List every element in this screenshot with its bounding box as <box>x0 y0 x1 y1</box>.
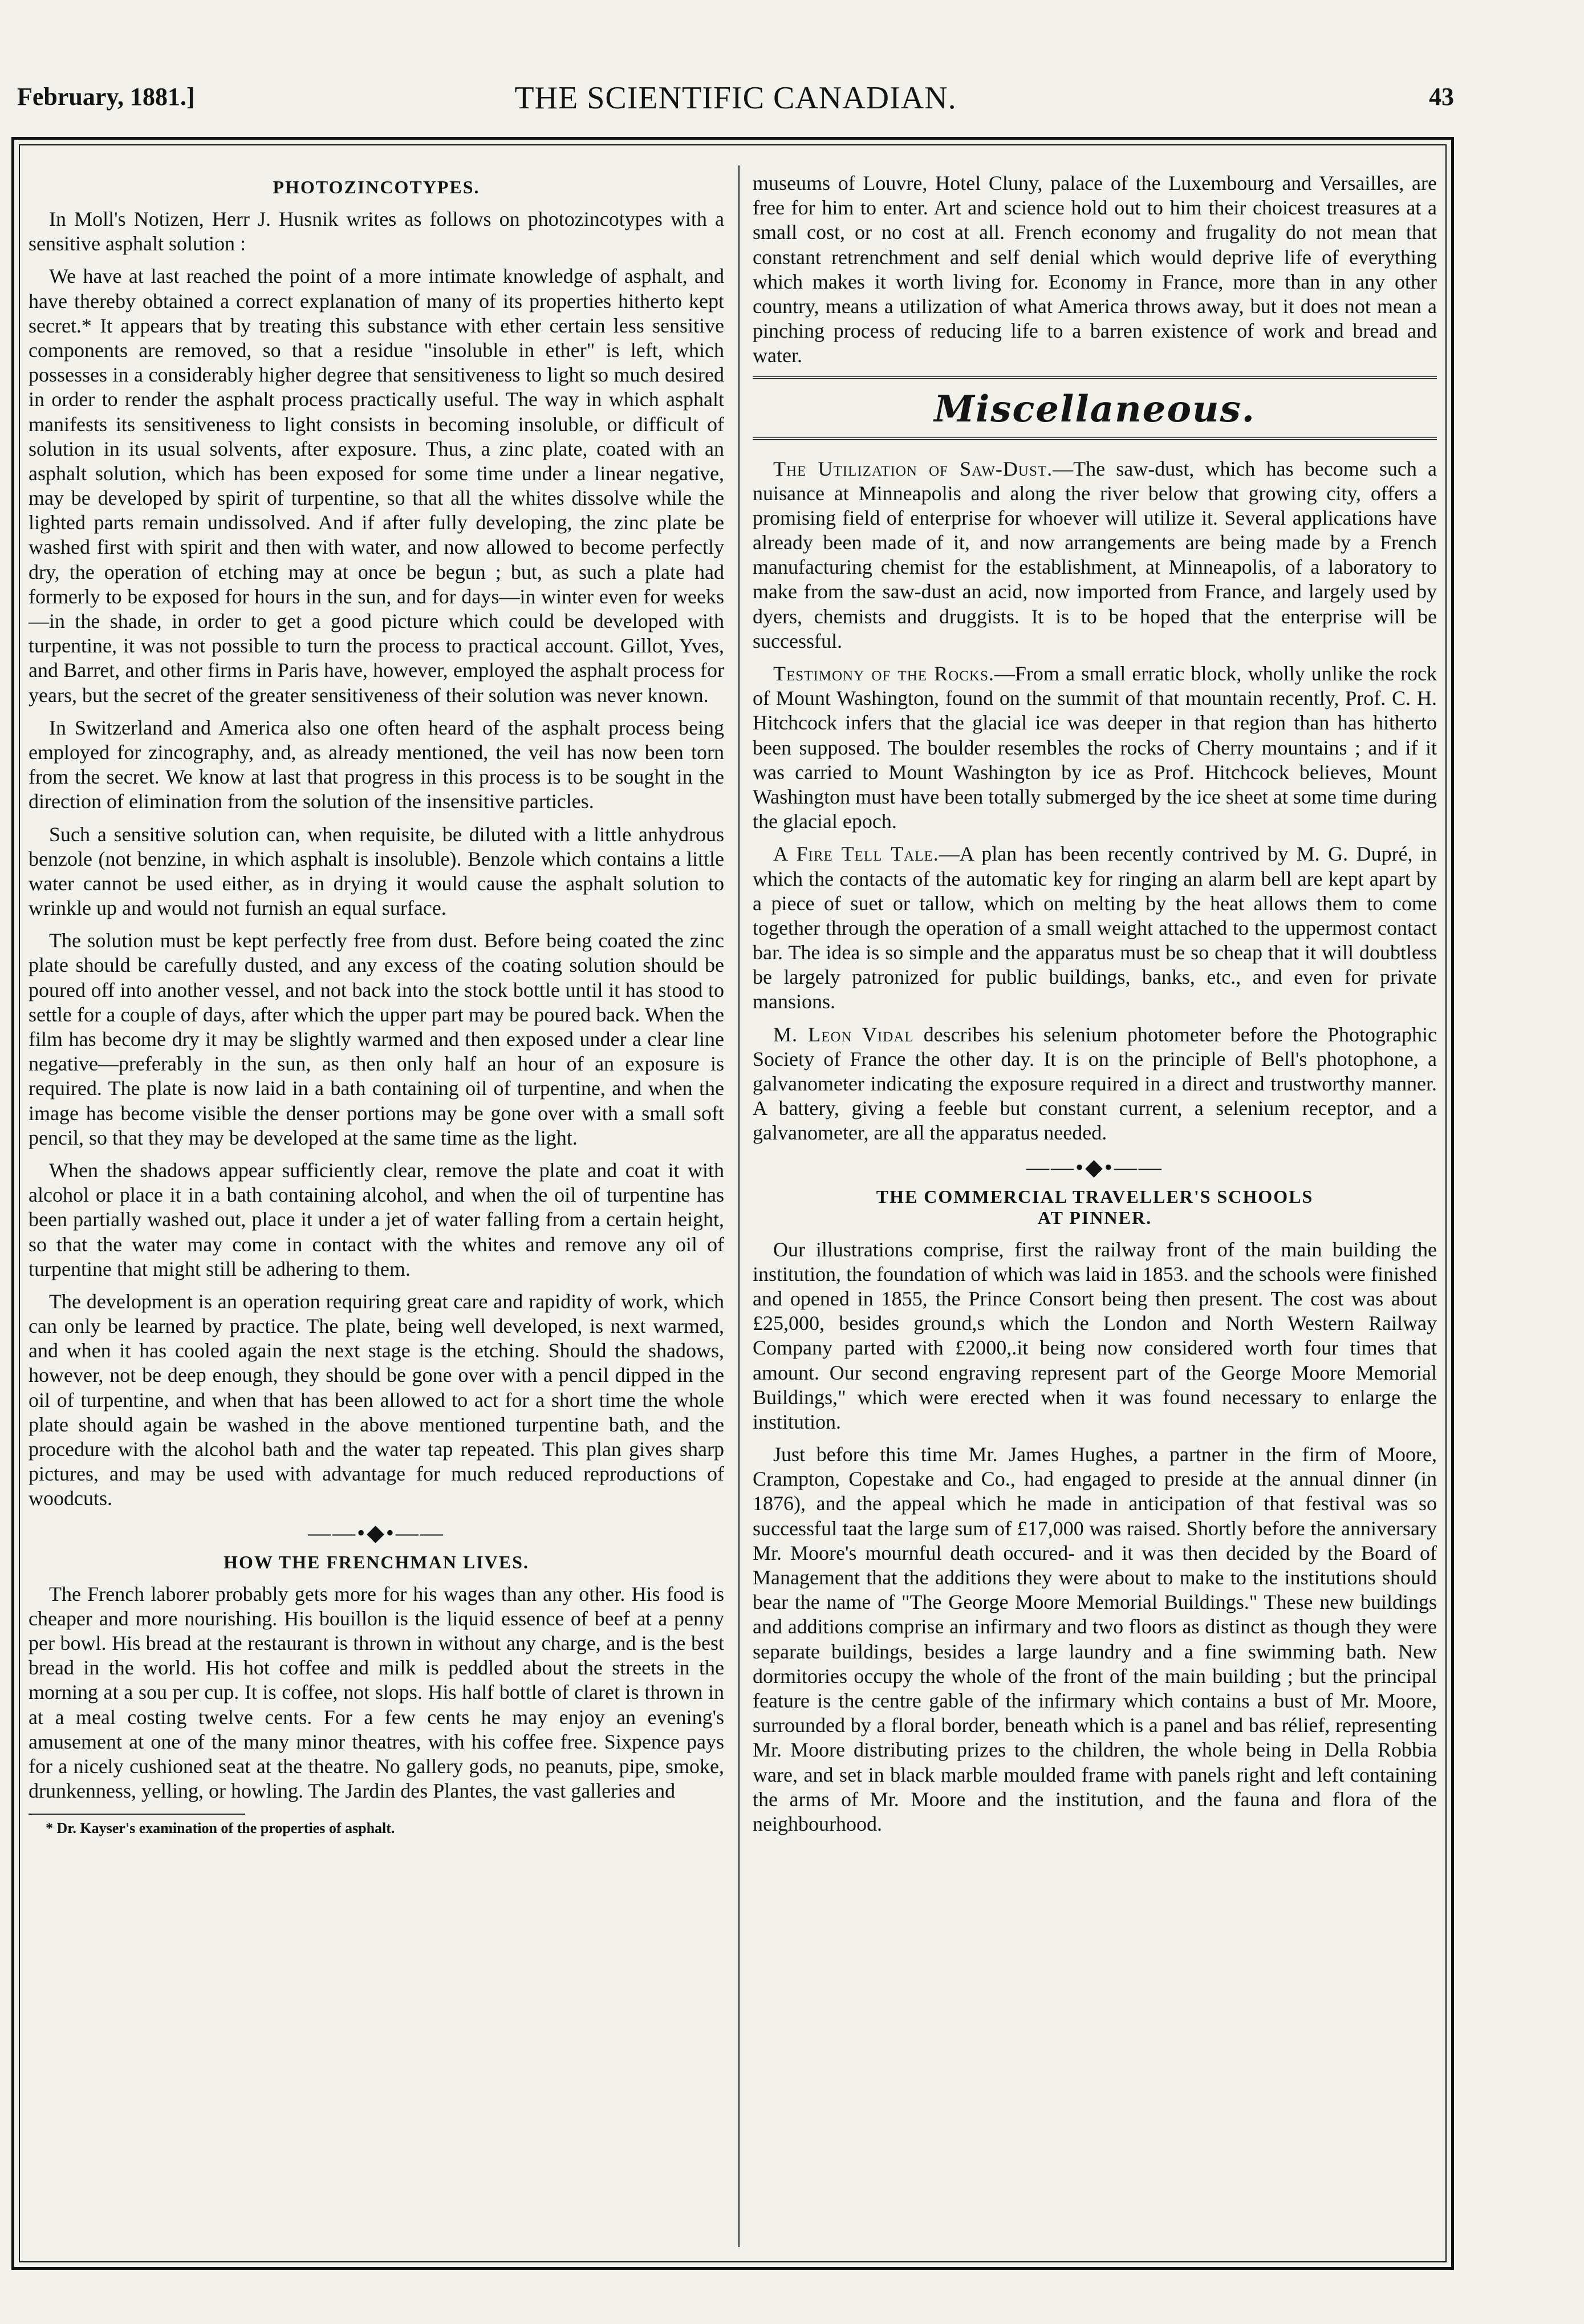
article-heading-photozincotypes: PHOTOZINCOTYPES. <box>273 177 480 197</box>
heading-line: AT PINNER. <box>1037 1207 1152 1228</box>
item-lede: A Fire Tell Tale. <box>773 842 939 866</box>
left-column <box>29 171 724 1837</box>
section-ornament: ——•◆•—— <box>308 1519 445 1546</box>
issue-date: February, 1881.] <box>17 83 195 111</box>
page-header <box>17 74 1454 125</box>
article-paragraph: In Switzerland and America also one often heard of the asphalt process being employed for zincography, and, as already mentioned, the veil has now been torn from the secret. We know at last that progress in this process is to be sought in the direction of elimination from the solution of the insensitive particles. <box>29 716 724 813</box>
item-lede: Testimony of the Rocks. <box>773 662 994 685</box>
heading-line: THE COMMERCIAL TRAVELLER'S SCHOOLS <box>876 1186 1314 1207</box>
article-paragraph: The solution must be kept perfectly free from dust. Before being coated the zinc plate should be carefully dusted, and any excess of the coating solution should be poured off into another vessel, and not back into the stock bottle until it has stood to settle for a couple of days, after which the upper part may be poured back. When the film has become dry it may be slightly warmed and then exposed under a clear line negative—preferably in the sun, as then only half an hour of an exposure is required. The plate is now laid in a bath containing oil of turpentine, and when the image has become visible the denser portions may be gone over with a small soft pencil, so that they may be developed at the same time as the light. <box>29 929 724 1149</box>
item-text: —The saw-dust, which has become such a nuisance at Minneapolis and along the river below that growing city, offers a promising field of enterprise for whoever will utilize it. Several applications have already been made of it, and now arrangements are being made by a French manufacturing chemist for the establishment, at Minneapolis, of a laboratory to make from the saw-dust an acid, now imported from France, and largely used by dyers, chemists and druggists. It is to be hoped that the enterprise will be successful. <box>753 457 1437 652</box>
item-text: describes his selenium photometer before the Photographic Society of France the other day. It is on the principle of Bell's photophone, a galvanometer indicating the exposure required in a direct and trustworthy manner. A battery, giving a feeble but constant current, a selenium receptor, and a galvanometer, are all the apparatus needed. <box>753 1023 1437 1145</box>
misc-item-sawdust <box>753 457 1437 654</box>
article-heading-frenchman: HOW THE FRENCHMAN LIVES. <box>224 1551 529 1572</box>
publication-title: THE SCIENTIFIC CANADIAN. <box>514 80 957 116</box>
item-lede: The Utilization of Saw-Dust. <box>773 457 1053 480</box>
item-text: —A plan has been recently contrived by M. G. Dupré, in which the contacts of the automatic key for ringing an alarm bell are kept apart by a piece of suet or tallow, which on melting by the heat allows them to come together through the operation of a small weight attached to the uppermost contact bar. The idea is so simple and the apparatus must be so cheap that it will doubtless be largely patronized for public buildings, banks, etc., and even for private mansions. <box>753 842 1437 1013</box>
section-ornament: ——•◆•—— <box>1026 1154 1163 1180</box>
article-paragraph: The development is an operation requiring great care and rapidity of work, which can only be learned by practice. The plate, being well developed, is next warmed, and when it has cooled again the next stage is the etching. Should the shadows, however, not be deep enough, they should be gone over with a pencil dipped in the oil of turpentine, and when that has been allowed to act for a short time the whole plate should again be washed in the above mentioned turpentine bath, and the procedure with the alcohol bath and the water tap repeated. This plan gives sharp pictures, and may be used with advantage for much reduced reproductions of woodcuts. <box>29 1289 724 1510</box>
misc-item-fire <box>753 842 1437 1014</box>
footnote-rule <box>29 1814 245 1815</box>
item-lede: M. Leon Vidal <box>773 1023 914 1046</box>
misc-item-rocks <box>753 662 1437 834</box>
article-paragraph: The French laborer probably gets more for his wages than any other. His food is cheaper and more nourishing. His bouillon is the liquid essence of beef at a penny per bowl. His bread at the restaurant is thrown in without any charge, and is the best bread in the world. His hot coffee and milk is peddled about the streets in the morning at a sou per cup. It is coffee, not slops. His half bottle of claret is thrown in at a meal costing twelve cents. For a few cents he may enjoy an evening's amusement at one of the many minor theatres, with his coffee free. Sixpence pays for a nicely cushioned seat at the theatre. No gallery gods, no peanuts, pipe, smoke, drunkenness, yelling, or howling. The Jardin des Plantes, the vast galleries and <box>29 1582 724 1803</box>
article-paragraph: Our illustrations comprise, first the railway front of the main building the institution, the foundation of which was laid in 1853. and the schools were finished and opened in 1855, the Prince Consort being then present. The cost was about £25,000, besides ground,s which the London and North Western Railway Company parted with £2000,.it being now considered worth four times that amount. Our second engraving represent part of the George Moore Memorial Buildings," which were erected when it was found necessary to enlarge the institution. <box>753 1238 1437 1433</box>
right-column <box>753 171 1437 1844</box>
page-number: 43 <box>1429 83 1454 111</box>
column-divider <box>738 165 740 2247</box>
article-heading-schools <box>753 1186 1437 1228</box>
miscellaneous-banner <box>753 376 1437 440</box>
item-text: —From a small erratic block, wholly unlike the rock of Mount Washington, found on the summit of that mountain recently, Prof. C. H. Hitchcock infers that the glacial ice was deeper in that region than has hitherto been supposed. The boulder resembles the rocks of Cherry mountains ; and if it was carried to Mount Washington by ice as Prof. Hitchcock believes, Mount Washington must have been totally submerged by the ice sheet at some time during the glacial epoch. <box>753 662 1437 833</box>
misc-item-vidal <box>753 1023 1437 1146</box>
footnote: * Dr. Kayser's examination of the properties of asphalt. <box>46 1820 395 1837</box>
article-paragraph: We have at last reached the point of a more intimate knowledge of asphalt, and have thereby obtained a correct explanation of many of its properties hitherto kept secret.* It appears that by treating this substance with ether certain less sensitive components are removed, so that a residue "insoluble in ether" is left, which possesses in a considerably higher degree that sensitiveness to light so much desired in order to render the asphalt process practically useful. The way in which asphalt manifests its sensitiveness to light consists in becoming insoluble, or difficult of solution in its usual solvents, after exposure. Thus, a zinc plate, coated with an asphalt solution, which has been exposed for some time under a linear negative, may be developed by spirit of turpentine, so that all the whites dissolve while the lighted parts remain undissolved. And if after fully developing, the zinc plate be washed first with spirit and then with water, and now allowed to become perfectly dry, the operation of etching may at once be begun ; but, as such a plate had formerly to be exposed for hours in the sun, and for days—in winter even for weeks—in the shade, in order to get a good picture which could be developed with turpentine, it was not possible to turn the process to practical account. Gillot, Yves, and Barret, and other firms in Paris have, however, employed the asphalt process for years, but the secret of the greater sensitiveness of their solution was never known. <box>29 265 724 707</box>
article-paragraph: When the shadows appear sufficiently clear, remove the plate and coat it with alcohol or place it in a bath containing alcohol, and when the oil of turpentine has been partially washed out, place it under a jet of water falling from a certain height, so that the water may come in contact with the whites and remove any oil of turpentine that might still be adhering to them. <box>29 1158 724 1280</box>
article-continuation: museums of Louvre, Hotel Cluny, palace of the Luxembourg and Versailles, are free for him to enter. Art and science hold out to him their choicest treasures at a small cost, or no cost at all. French economy and frugality do not mean that constant retrenchment and self denial which would deprive life of everything which makes it worth living for. Economy in France, more than in any other country, means a utilization of what America throws away, but it does not mean a pinching process of reducing life to a barren existence of work and bread and water. <box>753 172 1437 367</box>
article-paragraph: In Moll's Notizen, Herr J. Husnik writes as follows on photozincotypes with a sensitive asphalt solution : <box>29 208 724 255</box>
article-paragraph: Just before this time Mr. James Hughes, a partner in the firm of Moore, Crampton, Copestake and Co., had engaged to preside at the annual dinner (in 1876), and the appeal which he made in anticipation of that festival was so successful taat the large sum of £17,000 was raised. Shortly before the anniversary Mr. Moore's mournful death occured- and it was then decided by the Board of Management that the additions they were about to make to the institutions should bear the name of "The George Moore Memorial Buildings." These new buildings and additions comprise an infirmary and two floors as distinct as though they were separate buildings, besides a large laundry and a fine swimming bath. New dormitories occupy the whole of the front of the main building ; but the principal feature is the centre gable of the infirmary which contains a bust of Mr. Moore, surrounded by a floral border, beneath which is a panel and bas rélief, representing Mr. Moore distributing prizes to the children, the whole being in Della Robbia ware, and set in black marble moulded frame with panels right and left containing the arms of Mr. Moore and the institution, and the fauna and flora of the neighbourhood. <box>753 1443 1437 1835</box>
section-heading-miscellaneous: Miscellaneous. <box>934 387 1256 431</box>
article-paragraph: Such a sensitive solution can, when requisite, be diluted with a little anhydrous benzole (not benzine, in which asphalt is insoluble). Benzole which contains a little water cannot be used either, as in drying it would cause the asphalt solution to wrinkle up and would not furnish an equal surface. <box>29 822 724 920</box>
